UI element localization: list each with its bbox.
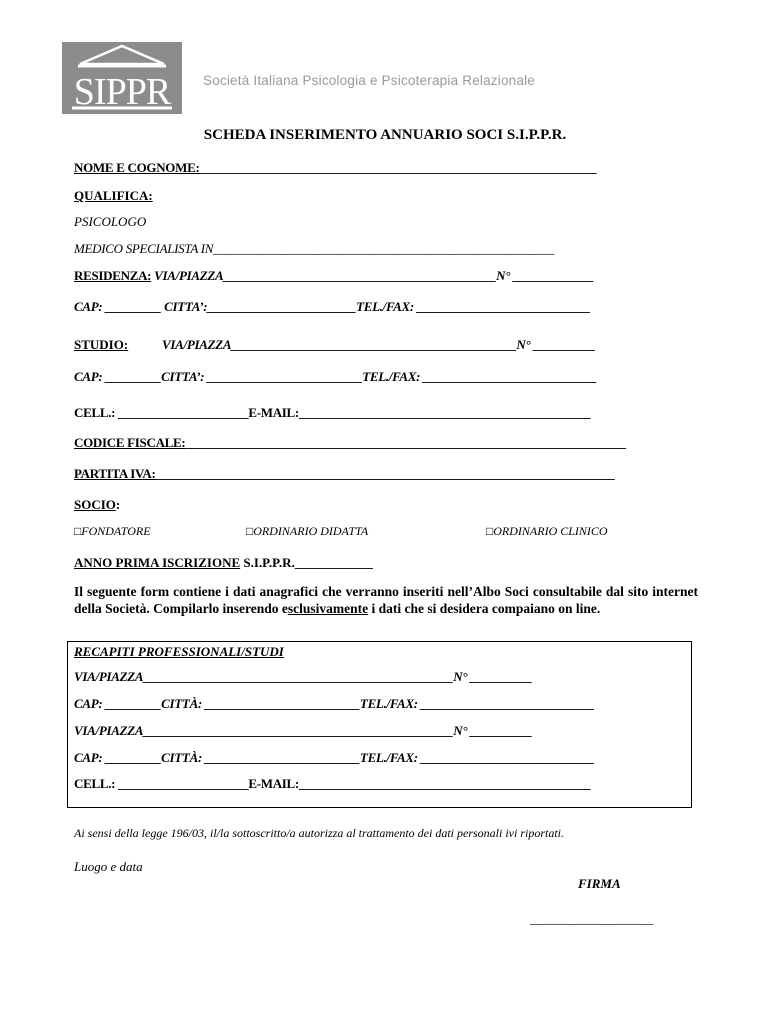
recapiti-cap-2[interactable]: CAP: _________CITTÀ: _________________________TEL./FAX: ____________________________ bbox=[74, 750, 595, 765]
anno-iscrizione-row[interactable] bbox=[74, 555, 373, 571]
firma-field[interactable]: ___________________ bbox=[530, 911, 654, 926]
residenza-cap-row[interactable]: CAP: _________ CITTA’:________________________TEL./FAX: ____________________________ bbox=[74, 299, 591, 314]
luogo-data-label: Luogo e data bbox=[74, 859, 143, 874]
qualifica-psicologo[interactable]: PSICOLOGO bbox=[74, 214, 147, 229]
studio-label: STUDIO: bbox=[74, 337, 129, 352]
qualifica-label: QUALIFICA: bbox=[74, 188, 153, 203]
notice-text-1: Il seguente form contiene i dati anagrafici che verranno inseriti nell’Albo Soci consultabile dal sito internet della Società. Compilarlo inserendo e bbox=[74, 584, 698, 616]
recapiti-via-1[interactable]: VIA/PIAZZA__________________________________________________N° __________ bbox=[74, 669, 533, 684]
socio-option-ordinario-clinico[interactable]: □ORDINARIO CLINICO bbox=[486, 524, 608, 538]
codice-fiscale-label: CODICE FISCALE: bbox=[74, 435, 186, 450]
residenza-row[interactable] bbox=[74, 268, 594, 284]
cell-email-row[interactable]: CELL.: _____________________E-MAIL:_______________________________________________ bbox=[74, 405, 591, 420]
recapiti-title: RECAPITI PROFESSIONALI/STUDI bbox=[74, 644, 284, 659]
nome-cognome-label: NOME E COGNOME: bbox=[74, 160, 200, 175]
studio-via-field[interactable]: VIA/PIAZZA______________________________________________N° __________ bbox=[162, 337, 596, 352]
notice-paragraph bbox=[74, 583, 698, 617]
socio-colon: : bbox=[115, 497, 121, 512]
anno-iscrizione-field[interactable]: S.I.P.P.R.____________ bbox=[240, 555, 373, 570]
nome-cognome-row[interactable] bbox=[74, 160, 596, 176]
recapiti-cell-email[interactable]: CELL.: _____________________E-MAIL:_______________________________________________ bbox=[74, 776, 591, 791]
firma-label: FIRMA bbox=[578, 876, 621, 891]
notice-underlined: sclusivamente bbox=[287, 601, 369, 616]
nome-cognome-field[interactable]: ________________________________________________________________ bbox=[199, 160, 597, 175]
recapiti-cap-1[interactable]: CAP: _________CITTÀ: _________________________TEL./FAX: ____________________________ bbox=[74, 696, 595, 711]
partita-iva-field[interactable]: __________________________________________________________________________ bbox=[155, 466, 615, 481]
codice-fiscale-row[interactable] bbox=[74, 435, 626, 451]
sippr-logo bbox=[62, 42, 182, 114]
svg-text:SIPPR: SIPPR bbox=[73, 71, 171, 113]
residenza-via-field[interactable]: VIA/PIAZZA____________________________________________N° _____________ bbox=[151, 268, 594, 283]
qualifica-medico-specialista[interactable]: MEDICO SPECIALISTA IN_______________________________________________________ bbox=[74, 241, 555, 256]
notice-text-2: i dati che si desidera compaiano on line. bbox=[368, 601, 601, 616]
society-name: Società Italiana Psicologia e Psicoterapia Relazionale bbox=[203, 73, 535, 88]
anno-iscrizione-label: ANNO PRIMA ISCRIZIONE bbox=[74, 555, 241, 570]
socio-label: SOCIO bbox=[74, 497, 116, 512]
form-title: SCHEDA INSERIMENTO ANNUARIO SOCI S.I.P.P.R. bbox=[203, 127, 567, 143]
codice-fiscale-field[interactable]: _______________________________________________________________________ bbox=[185, 435, 626, 450]
privacy-statement: Ai sensi della legge 196/03, il/la sottoscritto/a autorizza al trattamento dei dati personali ivi riportati. bbox=[74, 826, 564, 840]
partita-iva-row[interactable] bbox=[74, 466, 614, 482]
logo-graphic bbox=[62, 42, 182, 114]
socio-option-ordinario-didatta[interactable]: □ORDINARIO DIDATTA bbox=[246, 524, 369, 538]
recapiti-via-2[interactable]: VIA/PIAZZA__________________________________________________N° __________ bbox=[74, 723, 533, 738]
studio-cap-row[interactable]: CAP: _________CITTA’: _________________________TEL./FAX: ____________________________ bbox=[74, 369, 597, 384]
partita-iva-label: PARTITA IVA: bbox=[74, 466, 156, 481]
residenza-label: RESIDENZA: bbox=[74, 268, 152, 283]
socio-option-fondatore[interactable]: □FONDATORE bbox=[74, 524, 151, 538]
socio-label-row bbox=[74, 497, 120, 513]
